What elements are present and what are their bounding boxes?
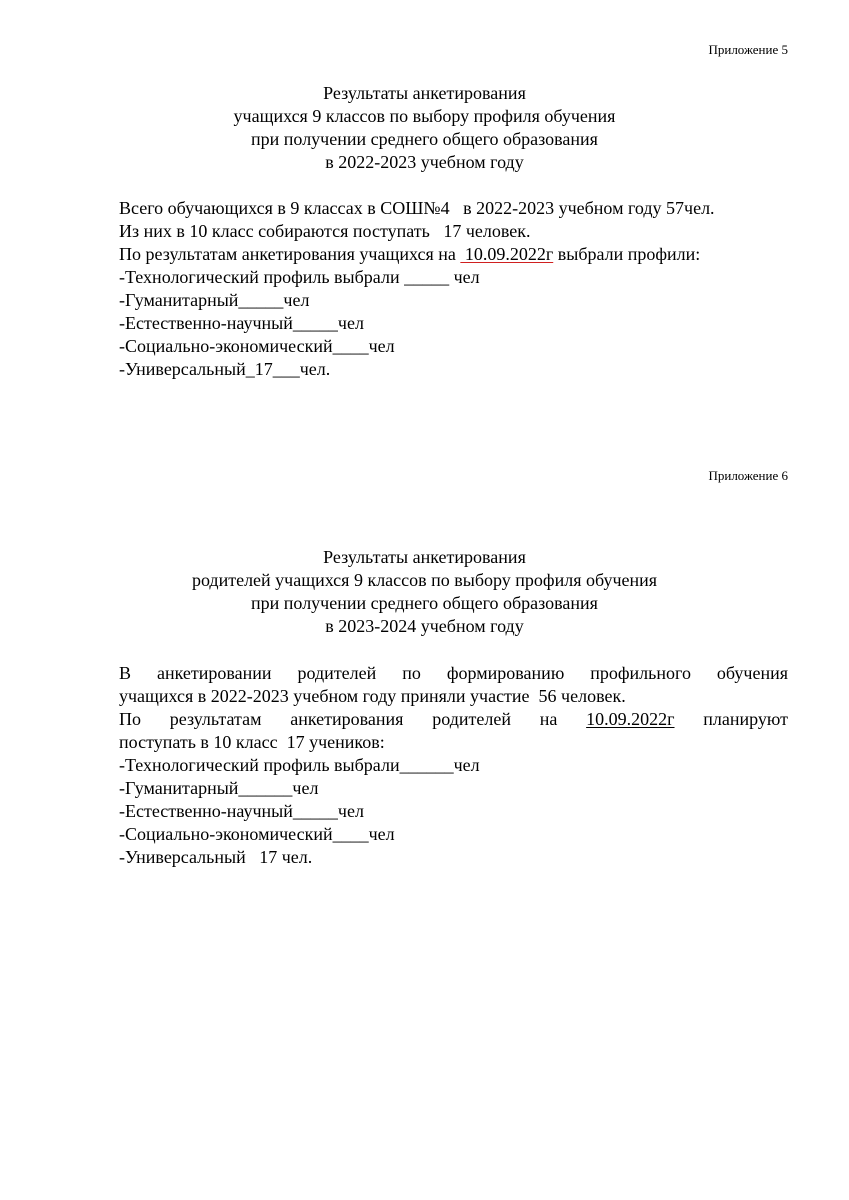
profile-item-humanitarian: -Гуманитарный_____чел [119, 290, 310, 310]
appendix-5-label: Приложение 5 [708, 42, 788, 57]
parents-results-line [119, 708, 788, 731]
appendix-6-body [119, 662, 788, 869]
parents-survey-line: В анкетировании родителей по формированию профильного обучения [119, 663, 788, 683]
profile-item-natural-science: -Естественно-научный_____чел [119, 801, 364, 821]
title-line: родителей учащихся 9 классов по выбору профиля обучения [191, 570, 658, 590]
parents-results-text-end: планируют [674, 709, 788, 729]
title-line: Результаты анкетирования [323, 83, 526, 103]
appendix-5-title [0, 82, 849, 174]
profile-item-universal: -Универсальный 17 чел. [119, 847, 313, 867]
survey-date: 10.09.2022г [460, 244, 554, 264]
title-line: Результаты анкетирования [323, 547, 526, 567]
title-line: учащихся 9 классов по выбору профиля обучения [233, 106, 616, 126]
grade10-students-line: Из них в 10 класс собираются поступать 17 человек. [119, 221, 531, 241]
title-line: в 2023-2024 учебном году [325, 616, 524, 636]
title-line: при получении среднего общего образования [251, 129, 598, 149]
appendix-6-label: Приложение 6 [708, 468, 788, 483]
total-students-line: Всего обучающихся в 9 классах в СОШ№4 в 2022-2023 учебном году 57чел. [119, 198, 715, 218]
profile-item-socio-economic: -Социально-экономический____чел [119, 824, 395, 844]
survey-results-text: По результатам анкетирования учащихся на [119, 244, 461, 264]
parents-results-text: По результатам анкетирования родителей на [119, 709, 587, 729]
title-line: в 2022-2023 учебном году [325, 152, 524, 172]
survey-results-text-end: выбрали профили: [553, 244, 701, 264]
parents-grade10-line: поступать в 10 класс 17 учеников: [119, 732, 385, 752]
parents-participants-line: учащихся в 2022-2023 учебном году приняли участие 56 человек. [119, 686, 626, 706]
survey-results-line [119, 243, 788, 266]
profile-item-humanitarian: -Гуманитарный______чел [119, 778, 319, 798]
profile-item-universal: -Универсальный_17___чел. [119, 359, 331, 379]
profile-item-socio-economic: -Социально-экономический____чел [119, 336, 395, 356]
appendix-5-body [119, 197, 788, 381]
profile-item-technological: -Технологический профиль выбрали______чел [119, 755, 480, 775]
profile-item-technological: -Технологический профиль выбрали _____ чел [119, 267, 480, 287]
appendix-6-title [0, 546, 849, 638]
title-line: при получении среднего общего образования [251, 593, 598, 613]
profile-item-natural-science: -Естественно-научный_____чел [119, 313, 364, 333]
parents-survey-date: 10.09.2022г [586, 709, 675, 729]
